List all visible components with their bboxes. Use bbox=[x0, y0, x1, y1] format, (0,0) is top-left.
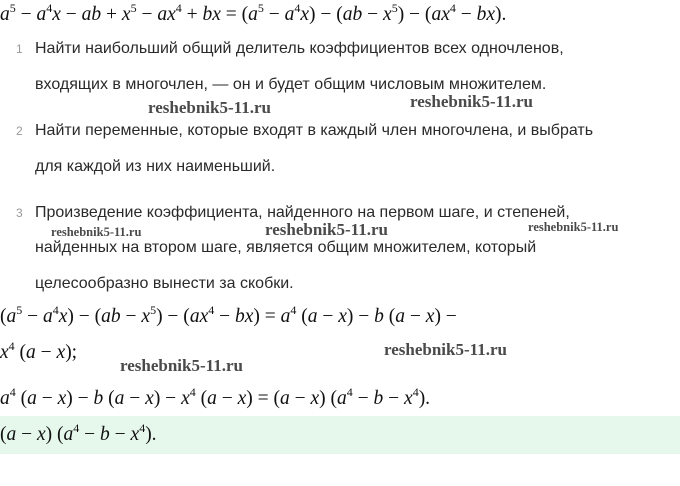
step-text-line: найденных на втором шаге, является общим множителем, который bbox=[35, 239, 537, 256]
step-text-line: для каждой из них наименьший. bbox=[35, 158, 276, 175]
step-number: 3 bbox=[16, 206, 23, 220]
equation-factoring: $(a^5 - a^4x) - (ab - x^5) - (ax^4 - bx) = a^4$ (a − x) − b (a − x) − bbox=[0, 302, 457, 327]
step-number: 1 bbox=[16, 42, 23, 56]
equation-factoring-continued: $x^4$ (a − x); bbox=[0, 338, 78, 363]
answer-result: (a − x) $(a^4 - b - x^4)$. bbox=[0, 420, 157, 445]
step-text-line: Найти переменные, которые входят в каждый член многочлена, и выбрать bbox=[35, 122, 594, 139]
equation-common-factor: $a^4$ (a − x) − b $(a - x) - x^4$ (a − x) = (a − x) $(a^4 - b - x^4)$. bbox=[0, 384, 431, 409]
equation-grouping: $a^5 - a^4x$ − ab + $x^5 - ax^4$ + bx = $(a^5 - a^4x) - (ab - x^5) - (ax^4 - bx)$. bbox=[0, 0, 507, 25]
watermark: reshebnik5-11.ru bbox=[528, 220, 619, 234]
step-text-line: целесообразно вынести за скобки. bbox=[35, 275, 294, 292]
watermark: reshebnik5-11.ru bbox=[410, 92, 533, 111]
step-number: 2 bbox=[16, 124, 23, 138]
step-text-line: входящих в многочлен, — он и будет общим числовым множителем. bbox=[35, 76, 547, 93]
watermark: reshebnik5-11.ru bbox=[148, 98, 271, 117]
step-text-line: Найти наибольший общий делитель коэффициентов всех одночленов, bbox=[35, 40, 564, 57]
step-text-line: Произведение коэффициента, найденного на первом шаге, и степеней, bbox=[35, 204, 570, 221]
watermark: reshebnik5-11.ru bbox=[120, 356, 243, 375]
watermark: reshebnik5-11.ru bbox=[265, 220, 388, 239]
watermark: reshebnik5-11.ru bbox=[384, 340, 507, 359]
watermark: reshebnik5-11.ru bbox=[51, 225, 142, 239]
